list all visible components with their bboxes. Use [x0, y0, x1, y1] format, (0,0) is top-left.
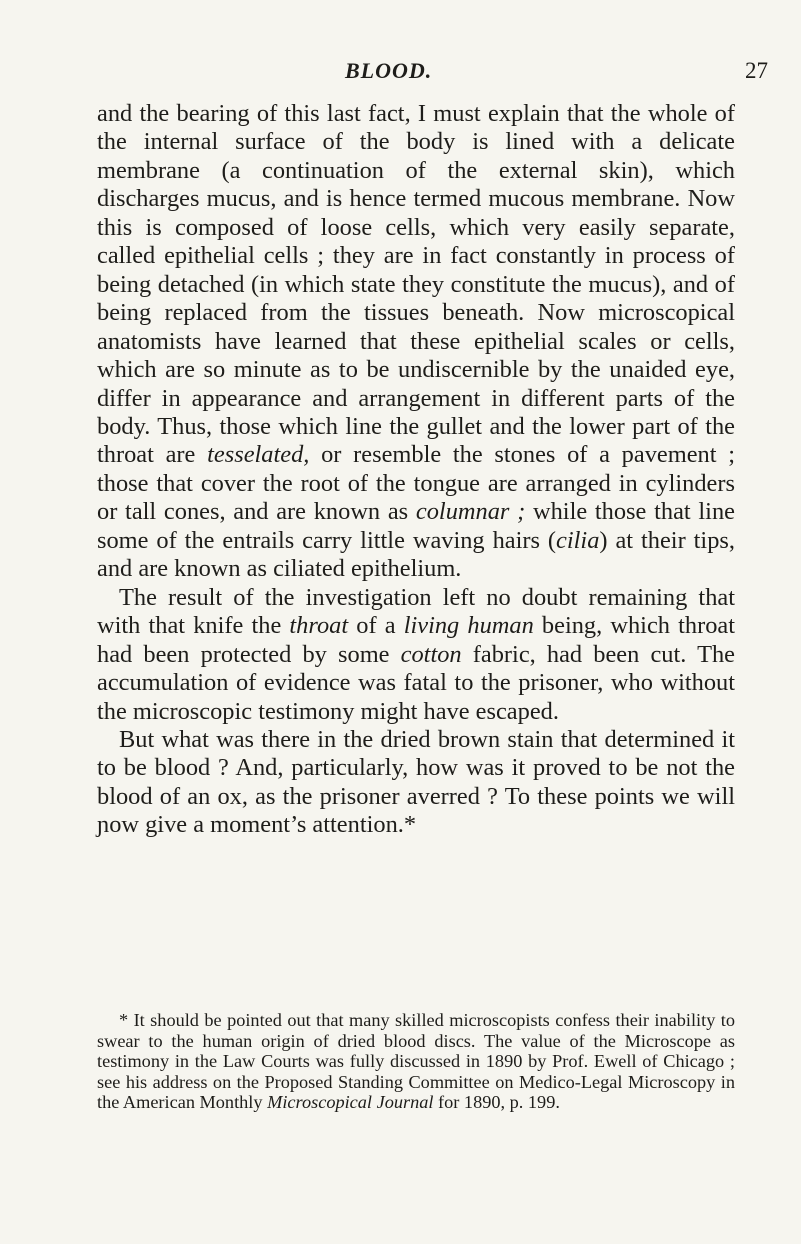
text-run: while those that line some of the entrails carry little waving hairs ( [97, 498, 735, 554]
text-run: ) at their tips, and are known as ciliated epithelium. [97, 526, 735, 583]
footnote [97, 1010, 735, 1113]
text-run: ɲow [97, 811, 140, 839]
italic-text: throat [289, 612, 349, 640]
text-run: The result of the investigation left no doubt remaining that with that knife the [97, 583, 735, 640]
text-run: of a [348, 612, 404, 640]
italic-text: living human [403, 612, 534, 640]
italic-text: Microscopical Journal [267, 1092, 434, 1113]
page-number: 27 [745, 58, 768, 83]
text-run: * It should be pointed out that many skilled microscopists confess their inability to swear to the human origin of dried blood discs. The value of the Microscope as testimony in the Law Courts was fully discussed in 1890 by Prof. Ewell of Chicago ; see his address on the Proposed Standing Committee on Medico-Legal Microscopy in the American Monthly [97, 1010, 735, 1113]
running-title: BLOOD. [345, 58, 433, 83]
paragraph [97, 726, 735, 840]
text-run: fabric, had been cut. The accumulation of evidence was fatal to the prisoner, who without the microscopic testimony might have escaped. [97, 640, 735, 725]
italic-text: tesselated, [207, 441, 310, 469]
text-run: for 1890, p. 199. [433, 1092, 560, 1113]
italic-text: cilia [556, 526, 600, 554]
running-head [0, 58, 801, 88]
body-text [97, 100, 735, 840]
italic-text: cotton [400, 640, 462, 668]
text-run: or resemble the stones of a pavement ; those that cover the root of the tongue are arranged in cylinders or tall cones, and are known as [97, 441, 735, 526]
text-run: But what was there in the dried brown stain that determined it to be blood ? And, particularly, how was it proved to be not the blood of an ox, as the prisoner averred ? To these points we will [97, 725, 735, 810]
text-run: give a moment’s attention.* [139, 811, 417, 839]
text-run: being, which throat had been protected by some [97, 612, 735, 668]
text-run: and the bearing of this last fact, I must explain that the whole of the internal surface of the body is lined with a delicate membrane (a continuation of the external skin), which discharges mucus, and is hence termed mucous membrane. Now this is composed of loose cells, which very easily separate, called epithelial cells ; they are in fact constantly in process of being detached (in which state they constitute the mucus), and of being replaced from the tissues beneath. Now microscopical anatomists have learned that these epithelial scales or cells, which are so minute as to be undiscernible by the unaided eye, differ in appearance and arrangement in different parts of the body. Thus, those which line the gullet and the lower part of the throat are [97, 100, 735, 469]
italic-text: columnar ; [415, 498, 526, 526]
paragraph [97, 100, 735, 584]
paragraph [97, 584, 735, 726]
footnote-text [97, 1010, 735, 1113]
